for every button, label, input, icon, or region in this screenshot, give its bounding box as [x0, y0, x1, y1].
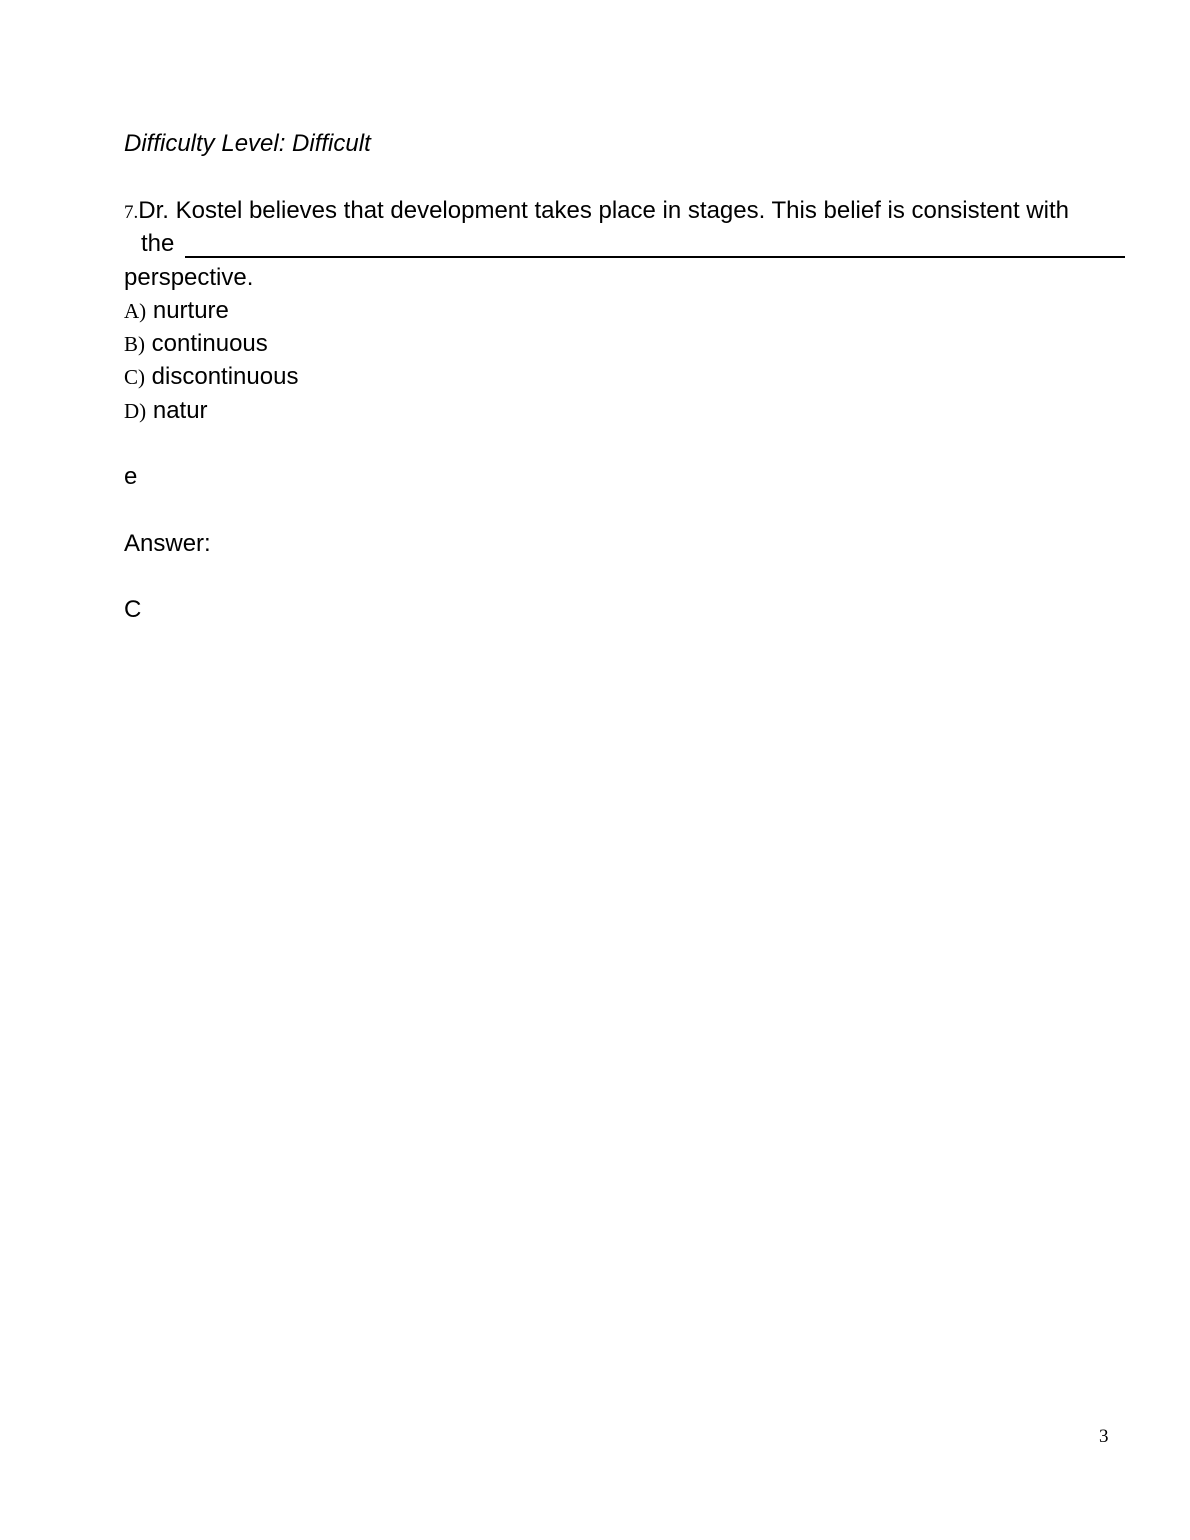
option-letter: D) — [124, 399, 147, 423]
option-text: discontinuous — [151, 363, 299, 390]
option-text: nurture — [152, 297, 229, 324]
option-letter: C) — [124, 365, 145, 389]
question-number: 7. — [124, 202, 139, 223]
option-b — [124, 329, 268, 359]
option-letter: B) — [124, 332, 145, 356]
option-text: natur — [152, 397, 208, 424]
answer-label: Answer: — [124, 530, 211, 557]
option-letter: A) — [124, 299, 147, 323]
page-number: 3 — [1099, 1426, 1109, 1447]
option-d-wrapped-text: e — [124, 463, 138, 490]
question-text-line-1: Dr. Kostel believes that development takes place in stages. This belief is consistent with — [138, 197, 1069, 224]
difficulty-level: Difficulty Level: Difficult — [124, 130, 371, 157]
answer-blank-line — [185, 256, 1125, 258]
question-line-1 — [124, 196, 1069, 228]
question-text-line-3: perspective. — [124, 264, 254, 291]
option-c — [124, 362, 298, 392]
option-a — [124, 296, 229, 326]
question-text-line-2: the — [141, 230, 175, 257]
option-d — [124, 396, 208, 426]
answer-value: C — [124, 596, 142, 623]
option-text: continuous — [151, 330, 268, 357]
